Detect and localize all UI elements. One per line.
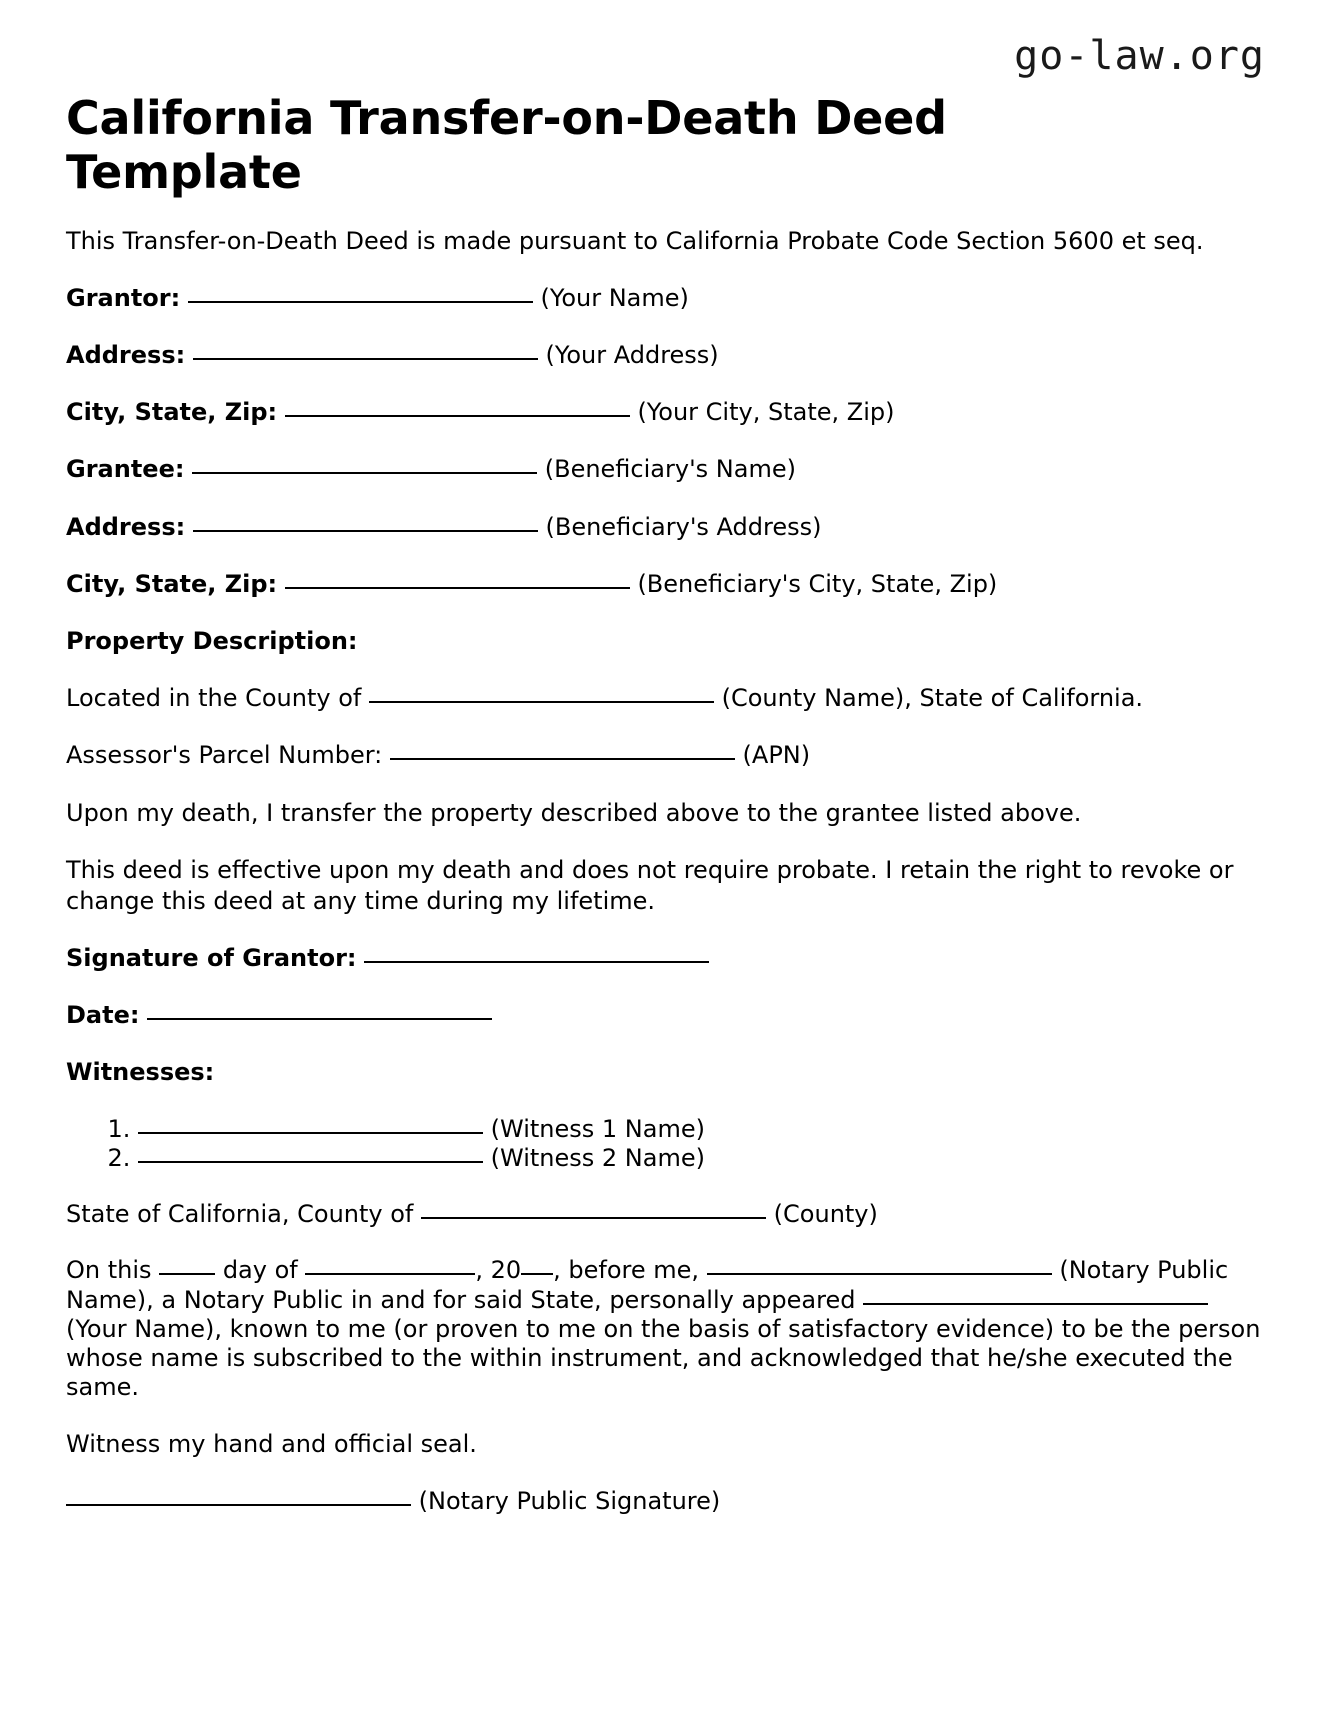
field-grantee	[66, 454, 1265, 485]
apn-blank[interactable]	[390, 758, 735, 760]
effective-clause: This deed is effective upon my death and does not require probate. I retain the right to revoke or change this deed at any time during my lifetime.	[66, 855, 1234, 915]
grantor-label: Grantor:	[66, 283, 181, 312]
county-suffix: (County Name), State of California.	[721, 684, 1144, 713]
brand-header	[66, 33, 1265, 92]
notary-signature-hint: (Notary Public Signature)	[418, 1486, 721, 1515]
grantor-city-hint: (Your City, State, Zip)	[637, 398, 895, 427]
state-county-blank[interactable]	[421, 1217, 766, 1219]
field-notary-signature	[66, 1486, 1265, 1517]
grantee-city-label: City, State, Zip:	[66, 569, 278, 598]
grantee-address-hint: (Beneficiary's Address)	[545, 512, 822, 541]
notary-part-6: (Your Name), known to me (or proven to me on the basis of satisfactory evidence) to be the person whose name is subscribed to the within instrument, and acknowledged that he/she executed the same.	[66, 1314, 1261, 1402]
property-description-heading: Property Description:	[66, 626, 358, 655]
county-blank[interactable]	[369, 701, 714, 703]
grantor-city-blank[interactable]	[285, 415, 630, 417]
witness-1-hint: (Witness 1 Name)	[490, 1114, 705, 1143]
grantor-address-blank[interactable]	[193, 358, 538, 360]
grantor-blank[interactable]	[188, 301, 533, 303]
list-item	[138, 1144, 1265, 1173]
field-county	[66, 683, 1265, 714]
field-signature-of-grantor	[66, 943, 1265, 974]
page-title: California Transfer-on-Death Deed Template	[66, 91, 947, 199]
notary-part-5: (Notary Public Name), a Notary Public in and for said State, personally appeared	[66, 1256, 1229, 1314]
state-county-suffix: (County)	[773, 1200, 878, 1229]
signature-of-grantor-label: Signature of Grantor:	[66, 944, 357, 973]
field-grantor-city	[66, 397, 1265, 428]
field-grantor	[66, 283, 1265, 314]
grantor-hint: (Your Name)	[540, 283, 689, 312]
state-county-prefix: State of California, County of	[66, 1200, 414, 1229]
notary-signature-blank[interactable]	[66, 1504, 411, 1506]
field-grantor-address	[66, 340, 1265, 371]
signature-of-grantor-blank[interactable]	[364, 961, 709, 963]
list-item	[138, 1115, 1265, 1144]
field-grantee-address	[66, 512, 1265, 543]
apn-suffix: (APN)	[742, 741, 811, 770]
witness-list	[66, 1115, 1265, 1174]
grantee-city-hint: (Beneficiary's City, State, Zip)	[637, 569, 998, 598]
apn-prefix: Assessor's Parcel Number:	[66, 741, 383, 770]
notary-name-blank[interactable]	[707, 1273, 1052, 1275]
grantee-label: Grantee:	[66, 455, 185, 484]
county-prefix: Located in the County of	[66, 684, 362, 713]
notary-part-4: , before me,	[553, 1256, 700, 1285]
site-logo-text: go-law.org	[1014, 33, 1265, 79]
grantee-hint: (Beneficiary's Name)	[544, 455, 796, 484]
witness-2-blank[interactable]	[138, 1161, 483, 1163]
notary-month-blank[interactable]	[305, 1273, 475, 1275]
witnesses-heading: Witnesses:	[66, 1058, 215, 1087]
field-state-county	[66, 1199, 1265, 1230]
grantee-city-blank[interactable]	[285, 587, 630, 589]
field-date	[66, 1000, 1265, 1031]
grantee-address-blank[interactable]	[193, 530, 538, 532]
date-label: Date:	[66, 1001, 140, 1030]
grantor-address-label: Address:	[66, 341, 186, 369]
witness-2-hint: (Witness 2 Name)	[490, 1143, 705, 1172]
notary-year-blank[interactable]	[521, 1273, 553, 1275]
grantee-blank[interactable]	[192, 472, 537, 474]
notary-day-blank[interactable]	[159, 1273, 215, 1275]
witness-seal-line: Witness my hand and official seal.	[66, 1429, 477, 1458]
notary-appearer-blank[interactable]	[863, 1303, 1208, 1305]
notary-part-3: , 20	[475, 1256, 522, 1285]
grantor-city-label: City, State, Zip:	[66, 398, 278, 427]
transfer-clause: Upon my death, I transfer the property described above to the grantee listed above.	[66, 798, 1082, 827]
notary-acknowledgment	[66, 1256, 1265, 1402]
grantee-address-label: Address:	[66, 512, 186, 541]
grantor-address-hint: (Your Address)	[545, 341, 719, 369]
notary-part-1: On this	[66, 1256, 152, 1285]
field-apn	[66, 740, 1265, 771]
intro-paragraph: This Transfer-on-Death Deed is made pursuant to California Probate Code Section 5600 et seq.	[66, 226, 1204, 255]
date-blank[interactable]	[147, 1018, 492, 1020]
notary-part-2: day of	[222, 1256, 298, 1285]
field-grantee-city	[66, 569, 1265, 600]
witness-1-blank[interactable]	[138, 1132, 483, 1134]
